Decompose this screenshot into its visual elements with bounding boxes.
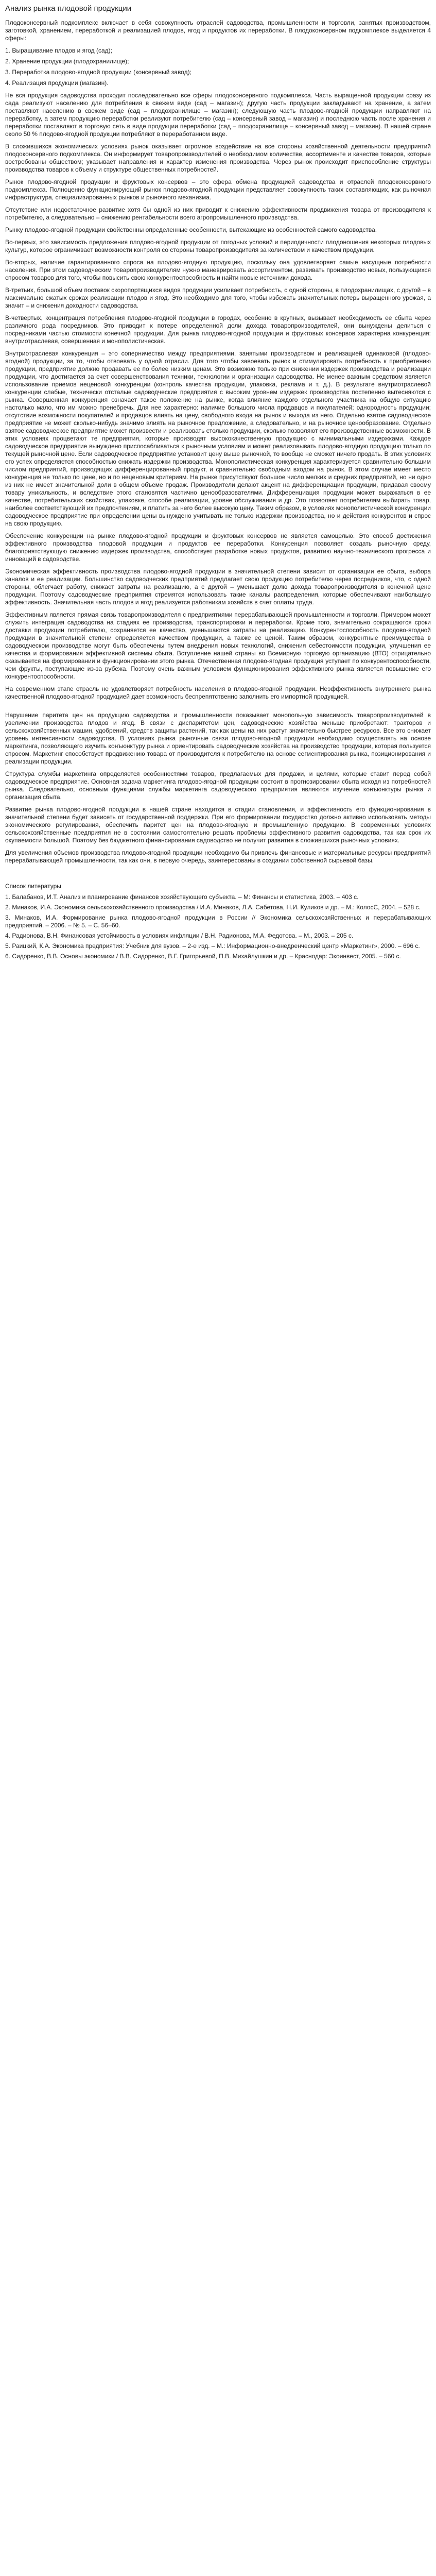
- list-item: 3. Переработка плодово-ягодной продукции (консервный завод);: [5, 69, 191, 76]
- reference-item: 6. Сидоренко, В.В. Основы экономики / В.В. Сидоренко, В.Г. Григорьевой, П.В. Михайлушкин и др. – Краснодар: Экоинвест, 2005. – 560 с.: [5, 953, 401, 960]
- paragraph: Обеспечение конкуренции на рынке плодово-ягодной продукции и фруктовых консервов не является самоцелью. Это способ достижения эффективного производства плодовой продукции и продуктов ее переработки. Конкуренция позволяет создать рыночную среду, благоприятствующую снижению издержек производства, способствует разработке новых продуктов, развитию научно-технического прогресса и инноваций в садоводстве.: [5, 532, 431, 563]
- body-section-b: [5, 711, 431, 865]
- paragraph: Рынок плодово-ягодной продукции и фруктовых консервов – это сфера обмена продукцией садоводства и отраслей плодоконсервного подкомплекса. Полноценно функционирующий рынок плодово-ягодной продукции представляет совокупность таких составляющих, как рыночная инфраструктура, специализированных рынков и рыночного механизма.: [5, 178, 431, 201]
- reference-item: 1. Балабанов, И.Т. Анализ и планирование финансов хозяйствующего субъекта. – М: Финансы и статистика, 2003. – 403 с.: [5, 893, 359, 901]
- paragraph: Внутриотраслевая конкуренция – это соперничество между предприятиями, занятыми производством и реализацией одинаковой (плодово-ягодной) продукции, за то, чтобы отвоевать у одной отрасли. Для того чтобы завоевать рынок и стимулировать потребность к приобретению продукции, предприятие должно продавать ее по более низким ценам. Это возможно только при снижении издержек производства и реализации продукции, что достигается за счет совершенствования техники, технологии и организации садоводства. Не менее важным средством является использование приемов неценовой конкуренции (контроль качества продукции, упаковка, реклама и т. д.). В результате внутриотраслевой конкуренции слабые, технически отсталые садоводческие предприятия с высоким уровнем издержек производства постепенно вытесняются с рынка. Совершенная конкуренция означает такое положение на рынке, когда влияние каждого отдельного участника на общую ситуацию настолько мало, что им можно пренебречь. Для нее характерно: наличие большого числа продавцов и покупателей; однородность продукции; отсутствие возможности покупателей и продавцов влиять на цену, свободного входа на рынок и выхода из него. Отдельно взятое садоводческое предприятие не может сколько-нибудь значимо влиять на рыночное предложение, а следовательно, и на рыночное ценообразование. Отдельно взятое садоводческое предприятие может произвести и реализовать столько продукции, сколько позволяют его производственные возможности. В этих условиях процветают те предприятия, которые производят высококачественную продукцию с минимальными издержками. Каждое садоводческое предприятие вынуждено приспосабливаться к рыночным условиям и может реализовывать плодово-ягодную продукцию только по текущей рыночной цене. Если садоводческое предприятие установит цену выше рыночной, то вообще не сможет ничего продать. В этих условиях его успех определяется способностью снижать издержки производства. Монополистическая конкуренция характеризуется сравнительно большим числом предприятий, производящих дифференцированный продукт, и сравнительно свободным входом на рынок. В этом случае имеет место конкуренция не только по цене, но и по неценовым критериям. На рынке присутствуют большое число мелких и средних предприятий, но ни одно из них не имеет значительной доли в общем объеме продаж. Производители делают акцент на дифференциации продукции, придавая своему товару уникальность, и вследствие этого становятся частично ценообразователями. Дифференциация продукции может выражаться в ее качестве, потребительских свойствах, упаковке, способе реализации, уровне обслуживания и др. Это позволяет потребителям выбирать товар, наиболее соответствующий их предпочтениям, и платить за него более высокую цену. Таким образом, в условиях монополистической конкуренции садоводческое предприятие при определении цены вынуждено учитывать не только издержки производства, но и действия конкурентов и спрос на свою продукцию.: [5, 350, 431, 527]
- paragraph: Нарушение паритета цен на продукцию садоводства и промышленности показывает монопольную зависимость товаропроизводителей в увеличении производства плодов и ягод. В связи с диспаритетом цен, садоводческие хозяйства меньше приобретают: тракторов и сельскохозяйственных машин, удобрений, средств защиты растений, так как цены на них растут значительно быстрее ресурсов. Все это снижает уровень интенсивности садоводства. В условиях рынка рыночные связи плодово-ягодной продукции необходимо осуществлять на основе маркетинга, позволяющего изучить конъюнктуру рынка и ориентировать садоводческие хозяйства на производство продукции, которая пользуется спросом. Маркетинг способствует продвижению товара от производителя к потребителю на основе сегментирования рынка, позиционирования и реализации продукции.: [5, 711, 431, 765]
- paragraph: Для увеличения объемов производства плодово-ягодной продукции необходимо бы привлечь финансовые и материальные ресурсы предприятий перерабатывающей промышленности, так как они, в первую очередь, заинтересованы в создании собственной сырьевой базы.: [5, 849, 431, 864]
- paragraph: Развитие рынка плодово-ягодной продукции в нашей стране находится в стадии становления, и эффективность его функционирования в значительной степени будет зависеть от государственной поддержки. При его формировании государство должно активно использовать методы экономического регулирования, обеспечить паритет цен на плодово-ягодную и промышленную продукцию. В современных условиях сельскохозяйственные предприятия не в состоянии самостоятельно решать проблемы эффективного развития садоводства, так как срок их окупаемости большой. Поэтому без бюджетного финансирования садоводство не получит развития в сложившихся рыночных условиях.: [5, 806, 431, 844]
- reference-item: 5. Раицкий, К.А. Экономика предприятия: Учебник для вузов. – 2-е изд. – М.: Информационно-внедренческий центр «Маркетинг», 2000. – 696 с.: [5, 942, 420, 950]
- article: [5, 0, 431, 973]
- paragraph: В сложившихся экономических условиях рынок оказывает огромное воздействие на все стороны хозяйственной деятельности предприятий плодоконсервного подкомплекса. Он информирует товаропроизводителей о необходимом количестве, ассортименте и качестве товаров, которые востребованы обществом; указывает направления и характер изменения производства. Через рынок происходит приспособление структуры производства товаров к объему и структуре общественных потребностей.: [5, 143, 431, 173]
- reference-item: 2. Минаков, И.А. Экономика сельскохозяйственного производства / И.А. Минаков, Л.А. Сабетова, Н.И. Куликов и др. – М.: КолосС, 2004. – 528 с.: [5, 904, 421, 911]
- paragraph: Рынку плодово-ягодной продукции свойственны определенные особенности, вытекающие из особенностей самого садоводства.: [5, 226, 377, 233]
- references-list: [5, 893, 431, 960]
- paragraph: В-четвертых, концентрация потребления плодово-ягодной продукции в городах, особенно в крупных, вызывает необходимость ее сбыта через различного рода посредников. Это приводит к потере определенной доли дохода товаропроизводителей, они вынуждены делиться с посредниками частью стоимости конечной продукции. Для рынка плодово-ягодной продукции и фруктовых консервов характерна конкуренция: внутриотраслевая, совершенная и монополистическая.: [5, 314, 431, 345]
- references-heading: Список литературы: [5, 883, 61, 890]
- paragraph: Эффективным является прямая связь товаропроизводителя с предприятиями перерабатывающей промышленности и торговли. Примером может служить интеграция садоводства на стадиях ее производства, транспортировки и переработки. Кроме того, значительно сокращаются сроки доставки продукции потребителю, сохраняется ее качество, уменьшаются затраты на реализацию. Конкурентоспособность плодово-ягодной продукции в значительной степени определяется качеством продукции, а также ее ценой. Таким образом, конкурентные преимущества в садоводческом производстве могут быть обеспечены путем внедрения новых технологий, снижения себестоимости продукции, улучшения ее качества и формирования эффективной системы сбыта. Вступление нашей страны во Всемирную торговую организацию (ВТО) отрицательно сказывается на формировании и функционировании этого рынка. Отечественная плодово-ягодная продукция уступает по конкурентоспособности, чем фрукты, поступающие из-за рубежа. Поэтому очень важным условием функционирования эффективного рынка является повышение его конкурентоспособности.: [5, 611, 431, 680]
- list-item: 2. Хранение продукции (плодохранилище);: [5, 58, 129, 65]
- reference-item: 4. Радионова, В.Н. Финансовая устойчивость в условиях инфляции / В.Н. Радионова, М.А. Федотова. – М., 2003. – 205 с.: [5, 932, 354, 939]
- section-spacer: [5, 705, 431, 711]
- reference-item: 3. Минаков, И.А. Формирование рынка плодово-ягодной продукции в России // Экономика сельскохозяйственных и перерабатывающих предприятий. – 2006. – № 5. – С. 56–60.: [5, 914, 431, 929]
- spheres-list: [5, 47, 431, 87]
- list-item: 1. Выращивание плодов и ягод (сад);: [5, 47, 112, 54]
- list-item: 4. Реализация продукции (магазин).: [5, 79, 109, 87]
- paragraph: Во-первых, это зависимость предложения плодово-ягодной продукции от погодных условий и периодичности плодоношения некоторых плодовых культур, которое ограничивает возможности контроля со стороны товаропроизводителя за количеством и качеством продукции.: [5, 239, 431, 253]
- paragraph: На современном этапе отрасль не удовлетворяет потребность населения в плодово-ягодной продукции. Неэффективность внутреннего рынка качественной плодово-ягодной продукцией дает возможность беспрепятственно заполнить его импортной продукцией.: [5, 685, 431, 700]
- paragraph: Экономическая эффективность производства плодово-ягодной продукции в значительной степени зависит от организации ее сбыта, выбора каналов и ее реализации. Большинство садоводческих предприятий предлагает свою продукцию потребителю через посредников, что, с одной стороны, облегчает работу, снижает затраты на реализацию, а с другой – уменьшает долю дохода товаропроизводителя в конечной цене продукции. Поэтому садоводческие предприятия стремятся использовать такие каналы распределения, которые обеспечивают наибольшую эффективность. Значительная часть плодов и ягод реализуется работникам хозяйств в счет оплаты труда.: [5, 568, 431, 606]
- intro-paragraph: Плодоконсервный подкомплекс включает в себя совокупность отраслей садоводства, промышленности и торговли, занятых производством, заготовкой, хранением, переработкой и реализацией плодов, ягод и продуктов их переработки. В плодоконсервном подкомплексе выделяется 4 сферы:: [5, 19, 431, 42]
- section-spacer: [5, 869, 431, 875]
- paragraph: Отсутствие или недостаточное развитие хотя бы одной из них приводит к снижению эффективности продвижения товара от производителя к потребителю, а следовательно – снижению рентабельности всего агропромышленного производства.: [5, 206, 431, 221]
- paragraph: В-третьих, большой объем поставок скоропортящихся видов продукции усиливает потребность, с одной стороны, в плодохранилищах, с другой – в максимально сжатых сроках реализации плодов и ягод. Это необходимо для того, чтобы избежать значительных потерь выращенного урожая, а значит – и снижения доходности садоводства.: [5, 286, 431, 309]
- paragraph: Структура службы маркетинга определяется особенностями товаров, предлагаемых для продажи, и целями, которые ставит перед собой садоводческое предприятие. Основная задача маркетинга плодово-ягодной продукции состоит в прогнозировании сбыта исходя из потребностей рынка. Следовательно, основным функциями службы маркетинга садоводческого предприятия являются изучение конъюнктуры рынка и организация сбыта.: [5, 770, 431, 801]
- paragraph: Во-вторых, наличие гарантированного спроса на плодово-ягодную продукцию, поскольку она удовлетворяет самые насущные потребности населения. При этом садоводческим товаропроизводителям нужно маневрировать ассортиментом, развивать производство новых, пользующихся спросом товаров для того, чтобы повысить свою конкурентоспособность и найти новые источники дохода.: [5, 259, 431, 281]
- body-section-a: [5, 92, 431, 701]
- page-title: Анализ рынка плодовой продукции: [5, 4, 132, 13]
- paragraph: Не вся продукция садоводства проходит последовательно все сферы плодоконсервного подкомплекса. Часть выращенной продукции сразу из сада реализуют населению для потребления в свежем виде (сад – магазин); другую часть продукции закладывают на хранение, а затем поставляют населению в свежем виде (сад – плодохранилище – магазин); следующую часть плодово-ягодной продукции направляют на переработку, а затем продукцию переработки реализуют потребителю (сад – консервный завод – магазин) и последнюю часть после хранения и переработки поставляют в торговую сеть в виде продукции переработки (сад – плодохранилище – консервный завод – магазин). В нашей стране около 50 % плодово-ягодной продукции потребляют в переработанном виде.: [5, 92, 431, 138]
